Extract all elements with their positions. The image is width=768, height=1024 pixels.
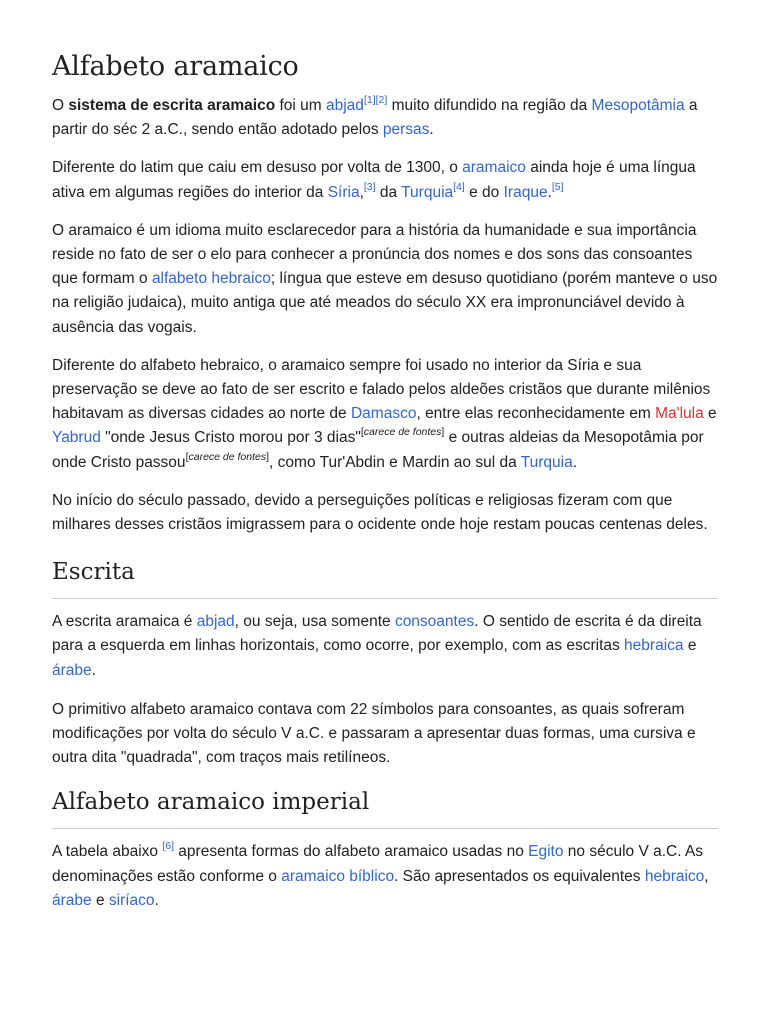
reference-5[interactable]: [5] (551, 180, 564, 193)
link-aramaico-biblico[interactable]: aramaico bíblico (281, 867, 395, 885)
link-siria[interactable]: Síria (327, 183, 360, 201)
link-iraque[interactable]: Iraque (503, 183, 548, 201)
link-arabe-2[interactable]: árabe (52, 891, 92, 909)
paragraph-latim: Diferente do latim que caiu em desuso por volta de 1300, o aramaico ainda hoje é uma língua ativa em algumas regiões do interior da Síria,[3] da Turquia[4] e do Iraque.[5] (52, 159, 696, 201)
paragraph-tabela: A tabela abaixo [6] apresenta formas do alfabeto aramaico usadas no Egito no século V a.C. As denominações estão conforme o aramaico bíblico. São apresentados os equivalentes hebraico, árabe e siríaco. (52, 840, 709, 909)
link-abjad[interactable]: abjad (326, 97, 364, 114)
paragraph-imigracao: No início do século passado, devido a perseguições políticas e religiosas fizeram com que milhares desses cristãos imigrassem para o ocidente onde hoje restam poucas centenas deles. (52, 491, 708, 534)
article-content (52, 0, 718, 913)
reference-1[interactable]: [1] (363, 94, 376, 106)
page-title: Alfabeto aramaico (52, 51, 299, 82)
reference-4[interactable]: [4] (453, 180, 465, 193)
link-malula[interactable]: Ma'lula (655, 405, 704, 423)
link-yabrud[interactable]: Yabrud (52, 429, 101, 447)
reference-2[interactable]: [2] (375, 94, 388, 106)
link-aramaico[interactable]: aramaico (462, 159, 526, 177)
link-mesopotamia[interactable]: Mesopotâmia (591, 97, 685, 114)
link-consoantes[interactable]: consoantes (394, 613, 475, 631)
bold-term: sistema de escrita aramaico (68, 97, 276, 114)
link-turquia-2[interactable]: Turquia (520, 453, 573, 471)
link-damasco[interactable]: Damasco (350, 405, 417, 423)
reference-3[interactable]: [3] (363, 180, 376, 193)
link-alfabeto-hebraico[interactable]: alfabeto hebraico (151, 270, 271, 288)
link-hebraica[interactable]: hebraica (624, 637, 684, 655)
link-siriaco[interactable]: siríaco (108, 891, 155, 909)
intro-paragraph: O sistema de escrita aramaico foi um abjad[1][2] muito difundido na região da Mesopotâmia a partir do séc 2 a.C., sendo então adotado pelos persas. (52, 94, 698, 139)
section-heading-escrita: Escrita (52, 557, 718, 599)
paragraph-escrita-abjad: A escrita aramaica é abjad, ou seja, usa somente consoantes. O sentido de escrita é da direita para a esquerda em linhas horizontais, como ocorre, por exemplo, com as escritas hebraica e árabe. (52, 613, 702, 679)
link-turquia[interactable]: Turquia (401, 183, 454, 201)
reference-6[interactable]: [6] (162, 840, 174, 853)
citation-needed-1[interactable]: [carece de fontes] (360, 426, 445, 439)
link-arabe[interactable]: árabe (52, 661, 92, 679)
link-persas[interactable]: persas (382, 121, 430, 139)
paragraph-primitivo: O primitivo alfabeto aramaico contava com 22 símbolos para consoantes, as quais sofreram modificações por volta do século V a.C. e passaram a apresentar duas formas, uma cursiva e outra dita "quadrada", com traços mais retilíneos. (52, 700, 696, 767)
link-egito[interactable]: Egito (528, 843, 564, 861)
citation-needed-2[interactable]: [carece de fontes] (185, 450, 270, 463)
link-abjad-2[interactable]: abjad (196, 613, 235, 631)
paragraph-importancia: O aramaico é um idioma muito esclarecedor para a história da humanidade e sua importância reside no fato de ser o elo para conhecer a pronúncia dos nomes e dos sons das consoantes que formam o alfabeto hebraico; língua que esteve em desuso quotidiano (porém manteve o uso na religião judaica), muito antiga que até meados do século XX era impronunciável devido à ausência das vogais. (52, 221, 718, 336)
link-hebraico[interactable]: hebraico (644, 867, 705, 885)
section-heading-imperial: Alfabeto aramaico imperial (52, 787, 718, 829)
paragraph-preservacao: Diferente do alfabeto hebraico, o aramaico sempre foi usado no interior da Síria e sua preservação se deve ao fato de ser escrito e falado pelos aldeões cristãos que durante milênios habitavam as diversas cidades ao norte de Damasco, entre elas reconhecidamente em Ma'lula e Yabrud "onde Jesus Cristo morou por 3 dias"[carece de fontes] e outras aldeias da Mesopotâmia por onde Cristo passou[carece de fontes], como Tur'Abdin e Mardin ao sul da Turquia. (52, 356, 717, 471)
